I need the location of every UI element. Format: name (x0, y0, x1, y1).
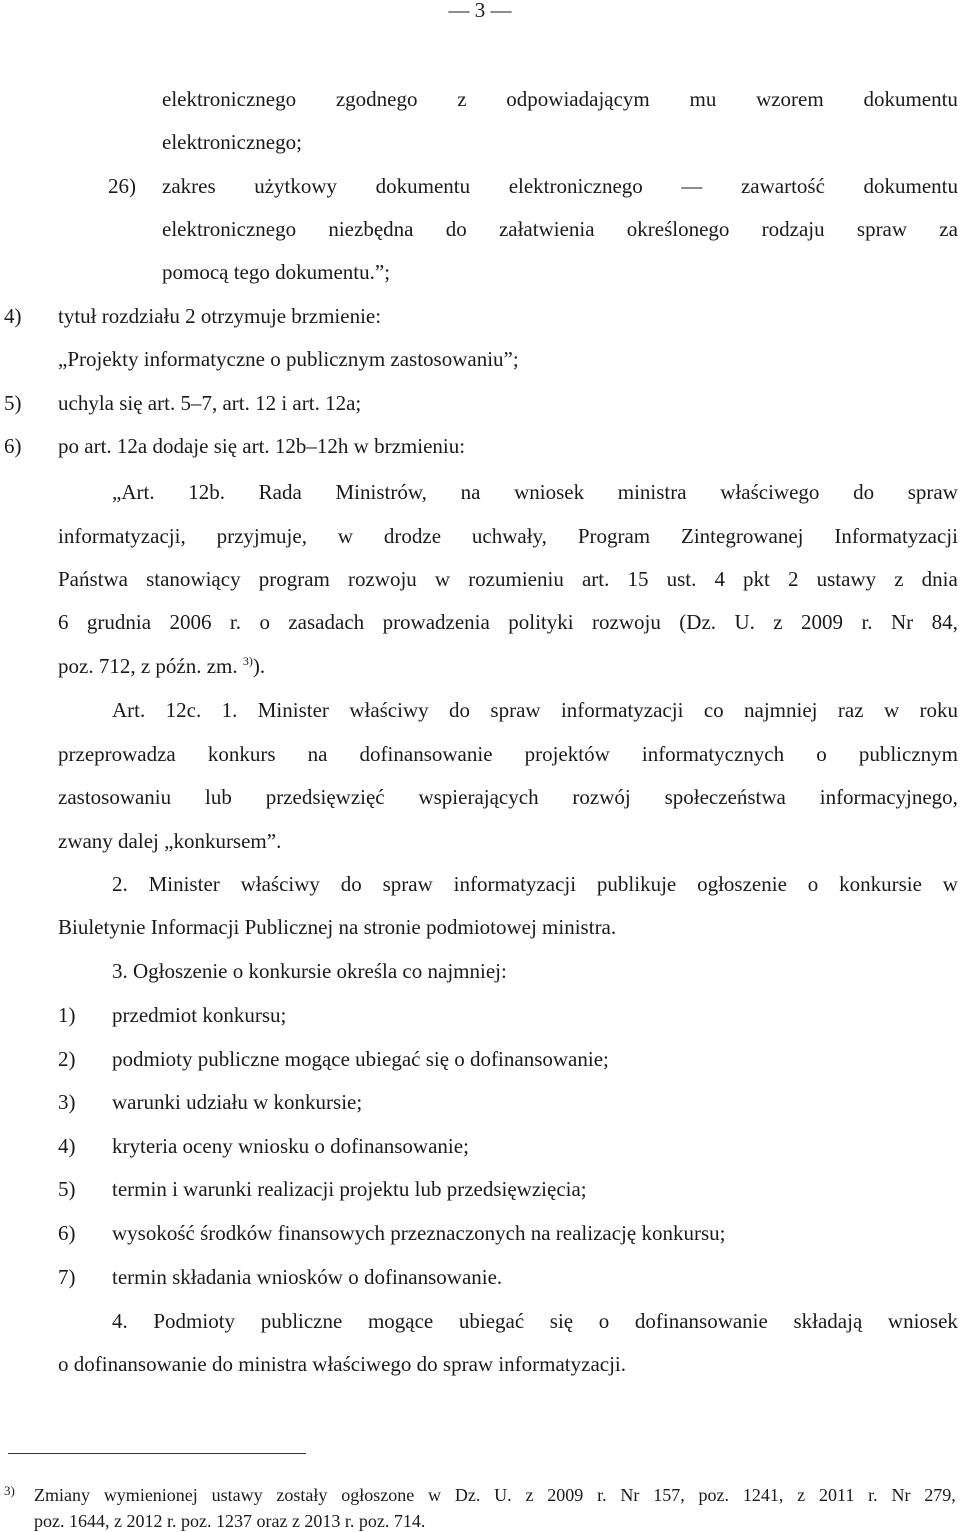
footnote-divider (8, 1453, 306, 1454)
word: dokumentu (863, 87, 958, 111)
word: Nr (891, 1485, 911, 1505)
word: U. (734, 610, 755, 634)
item-number: 6) (4, 434, 22, 458)
word: niezbędna (328, 217, 414, 241)
text-line (162, 215, 958, 243)
word: r. (868, 1485, 878, 1505)
word: w (942, 872, 958, 896)
word: na (460, 480, 481, 504)
word: rozumieniu (468, 567, 564, 591)
word: Minister (148, 872, 220, 896)
word: społeczeństwa (664, 785, 786, 809)
word: — (681, 174, 703, 198)
list-item-number: 2) (58, 1046, 76, 1071)
word: zastosowaniu (58, 785, 172, 809)
word: określonego (626, 217, 730, 241)
word: Informatyzacji (834, 524, 958, 548)
item-number: 4) (4, 304, 22, 328)
item-number: 26) (108, 174, 136, 198)
text-line (58, 740, 958, 768)
list-item-number: 5) (58, 1177, 76, 1202)
text-line: uchyla się art. 5–7, art. 12 i art. 12a; (58, 391, 362, 415)
word: 6 (58, 610, 69, 634)
word: 15 (627, 567, 649, 591)
word: Zintegrowanej (681, 524, 804, 548)
word: z (797, 1485, 806, 1505)
word: o (816, 742, 827, 766)
list-item-text: termin i warunki realizacji projektu lub przedsięwzięcia; (112, 1177, 587, 1202)
list-item-text: kryteria oceny wniosku o dofinansowanie; (112, 1133, 469, 1158)
word: U. (494, 1485, 512, 1505)
word: 12c. (165, 698, 202, 722)
word: ogłoszenie (697, 872, 787, 896)
list-item-text: przedmiot konkursu; (112, 1003, 287, 1027)
word: dokumentu (375, 174, 471, 198)
word: 2006 (169, 610, 212, 634)
item-number: 5) (4, 391, 22, 415)
word: się (549, 1309, 574, 1333)
word: Program (577, 524, 651, 548)
word: 279, (924, 1485, 956, 1505)
word: ust. (666, 567, 697, 591)
word: spraw (907, 480, 958, 504)
text-line (58, 783, 958, 811)
word: 157, (653, 1485, 685, 1505)
list-item-number: 4) (58, 1133, 76, 1158)
word: informatyzacji, (58, 524, 186, 548)
word: 2. (112, 872, 128, 896)
word: z (773, 610, 783, 634)
text-line: „Projekty informatyczne o publicznym zastosowaniu”; (58, 347, 519, 371)
word: ustawy (211, 1485, 263, 1505)
list-item-text: wysokość środków finansowych przeznaczonych na realizację konkursu; (112, 1221, 726, 1245)
word: pkt (743, 567, 770, 591)
word: polityki (508, 610, 574, 634)
word: publiczne (260, 1309, 343, 1333)
text-line: zwany dalej „konkursem”. (58, 829, 282, 853)
text-line: elektronicznego; (162, 130, 302, 154)
word: ubiegać (458, 1309, 525, 1333)
word: na (307, 742, 328, 766)
word: właściwy (240, 872, 320, 896)
footnote-line-2: poz. 1644, z 2012 r. poz. 1237 oraz z 2013 r. poz. 714. (34, 1511, 426, 1531)
word: 2009 (801, 610, 844, 634)
word: co (703, 698, 724, 722)
word: wniosek (514, 480, 585, 504)
word: raz (837, 698, 864, 722)
word: prowadzenia (382, 610, 490, 634)
word: o (259, 610, 270, 634)
word: dnia (921, 567, 958, 591)
word: za (939, 217, 958, 241)
word: 84, (931, 610, 958, 634)
word: użytkowy (254, 174, 338, 198)
list-item-number: 3) (58, 1090, 76, 1115)
footnote-reference[interactable]: 3) (242, 654, 253, 668)
text-line (58, 608, 958, 636)
word: najmniej (744, 698, 818, 722)
word: 2 (788, 567, 799, 591)
word: Nr (890, 610, 914, 634)
word: roku (919, 698, 958, 722)
word: rozwoju (347, 567, 417, 591)
text-line: pomocą tego dokumentu.”; (162, 260, 391, 284)
word: „Art. (112, 480, 155, 504)
word: r. (229, 610, 242, 634)
word: przedsięwzięć (265, 785, 385, 809)
word: grudnia (86, 610, 152, 634)
list-item-number: 1) (58, 1003, 76, 1027)
word: składają (793, 1309, 863, 1333)
word: ). (252, 654, 266, 678)
list-item-text: termin składania wniosków o dofinansowanie. (112, 1264, 503, 1289)
word: ustawy (816, 567, 877, 591)
word: przeprowadza (58, 742, 176, 766)
word: do (445, 217, 467, 241)
text-line: Biuletynie Informacji Publicznej na stronie podmiotowej ministra. (58, 915, 617, 939)
word: r. (597, 1485, 607, 1505)
text-line (112, 1307, 958, 1335)
text-line (58, 522, 958, 550)
word: stanowiący (146, 567, 241, 591)
footnote-line-1 (34, 1484, 956, 1506)
word: 4. (112, 1309, 128, 1333)
word: zakres (162, 174, 216, 198)
word: dokumentu (863, 174, 958, 198)
word: informacyjnego, (819, 785, 958, 809)
word: publicznym (858, 742, 958, 766)
word: publikuje (596, 872, 677, 896)
footnote-mark: 3) (4, 1483, 15, 1498)
word: program (258, 567, 330, 591)
word: elektronicznego (508, 174, 643, 198)
word: projektów (524, 742, 610, 766)
word: właściwego (720, 480, 820, 504)
word: w (428, 1485, 442, 1505)
word: zgodnego (335, 87, 418, 111)
word: w (337, 524, 354, 548)
text-line (112, 478, 958, 506)
word: dofinansowanie (634, 1309, 768, 1333)
word: drodze (383, 524, 442, 548)
word: przyjmuje, (216, 524, 307, 548)
page-number: — 3 — (448, 0, 512, 22)
text-line (162, 172, 958, 200)
word: Podmioty (153, 1309, 236, 1333)
list-item-number: 6) (58, 1221, 76, 1245)
word: Dz. (454, 1485, 481, 1505)
word: spraw (490, 698, 541, 722)
word: zasadach (288, 610, 365, 634)
word: wzorem (756, 87, 824, 111)
list-item-number: 7) (58, 1264, 76, 1289)
word: r. (861, 610, 873, 634)
word: o (598, 1309, 610, 1333)
word: zawartość (740, 174, 825, 198)
word: 12b. (188, 480, 225, 504)
word: ogłoszone (341, 1485, 415, 1505)
word: konkursie (839, 872, 922, 896)
word: właściwy (349, 698, 429, 722)
text-line: po art. 12a dodaje się art. 12b–12h w brzmieniu: (58, 434, 466, 458)
word: spraw (382, 872, 433, 896)
word: mu (689, 87, 717, 111)
word: w (883, 698, 900, 722)
word: odpowiadającym (506, 87, 650, 111)
word: 1. (221, 698, 238, 722)
word: konkurs (207, 742, 276, 766)
word: Zmiany (34, 1485, 90, 1505)
text-line (112, 870, 958, 898)
text-line (58, 565, 958, 593)
word: do (449, 698, 471, 722)
text-line: o dofinansowanie do ministra właściwego do spraw informatyzacji. (58, 1352, 627, 1376)
word: Ministrów, (335, 480, 427, 504)
word: informatyzacji (453, 872, 577, 896)
word: dofinansowanie (359, 742, 493, 766)
word: wymienionej (103, 1485, 198, 1505)
list-item-text: podmioty publiczne mogące ubiegać się o dofinansowanie; (112, 1046, 609, 1071)
word: rozwoju (592, 610, 661, 634)
text-line: 3. Ogłoszenie o konkursie określa co najmniej: (112, 959, 507, 983)
word: z (525, 1485, 534, 1505)
word: 4 (714, 567, 725, 591)
word: elektronicznego (162, 217, 297, 241)
word: informatyzacji (560, 698, 684, 722)
word: do (853, 480, 875, 504)
word: z (894, 567, 904, 591)
word: poz. 712, z późn. zm. (58, 654, 238, 678)
text-line: tytuł rozdziału 2 otrzymuje brzmienie: (58, 304, 382, 328)
text-line (112, 696, 958, 724)
word: wniosek (887, 1309, 958, 1333)
word: rozwój (572, 785, 631, 809)
word: Minister (257, 698, 329, 722)
word: spraw (856, 217, 908, 241)
text-line (58, 652, 265, 680)
word: mogące (367, 1309, 434, 1333)
word: wspierających (418, 785, 539, 809)
word: do (340, 872, 362, 896)
text-line (162, 85, 958, 113)
word: art. (581, 567, 610, 591)
word: elektronicznego (162, 87, 297, 111)
word: ministra (617, 480, 687, 504)
word: z (457, 87, 467, 111)
word: Państwa (58, 567, 128, 591)
word: (Dz. (679, 610, 717, 634)
word: poz. (698, 1485, 730, 1505)
word: 2009 (547, 1485, 584, 1505)
word: zostały (276, 1485, 328, 1505)
word: informatycznych (641, 742, 785, 766)
word: o (807, 872, 819, 896)
word: lub (205, 785, 232, 809)
word: załatwienia (498, 217, 595, 241)
word: uchwały, (471, 524, 547, 548)
word: Nr (620, 1485, 640, 1505)
word: Art. (112, 698, 146, 722)
word: rodzaju (761, 217, 825, 241)
word: 2011 (818, 1485, 855, 1505)
word: w (434, 567, 451, 591)
word: Rada (258, 480, 302, 504)
word: 1241, (742, 1485, 784, 1505)
list-item-text: warunki udziału w konkursie; (112, 1090, 363, 1115)
